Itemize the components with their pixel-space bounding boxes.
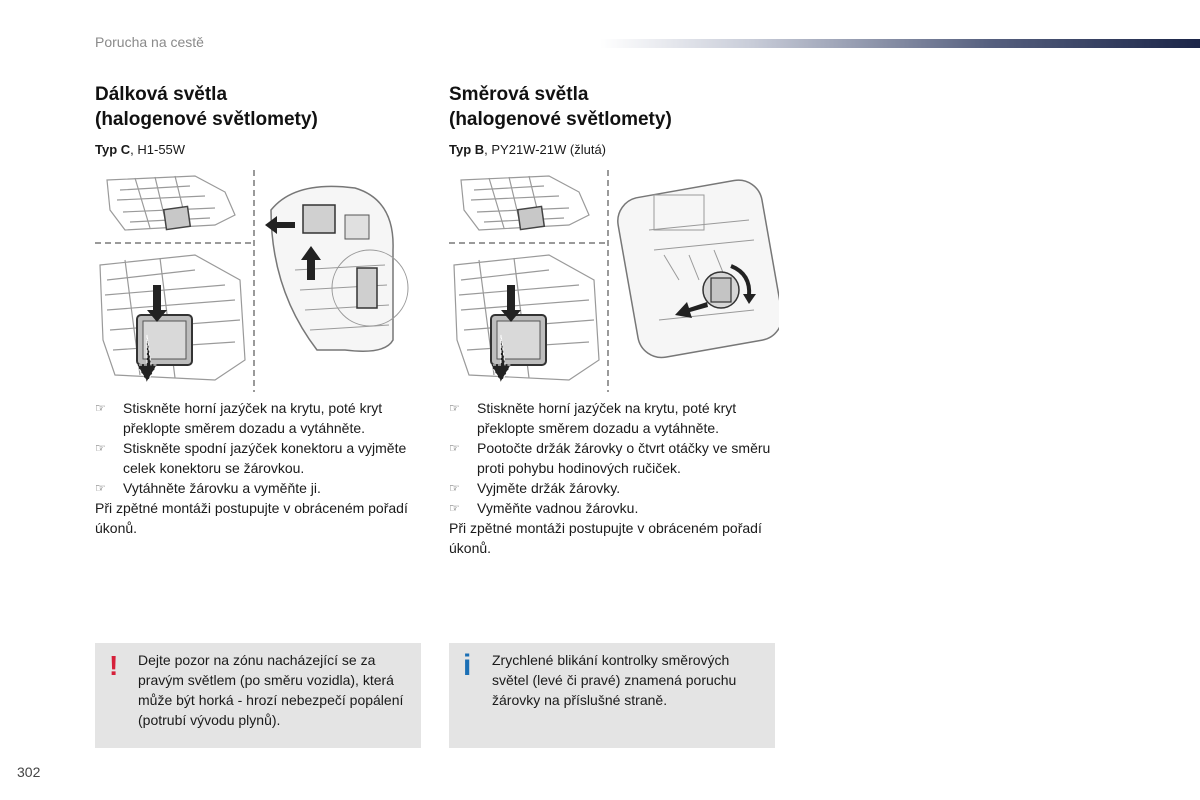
right-type-label: Typ B (449, 142, 485, 157)
left-headlamp-illustration (95, 170, 425, 392)
header-section-title: Porucha na cestě (95, 34, 204, 50)
page-number: 302 (17, 764, 41, 780)
pointing-hand-icon: ☞ (449, 441, 460, 455)
left-reassembly-note: Při zpětné montáži postupujte v obráceném pořadí úkonů. (95, 500, 408, 536)
left-instructions (95, 398, 425, 538)
pointing-hand-icon: ☞ (95, 401, 106, 415)
pointing-hand-icon: ☞ (449, 501, 460, 515)
right-step-1-text: Stiskněte horní jazýček na krytu, poté kryt překlopte směrem dozadu a vytáhněte. (477, 400, 737, 436)
right-step-2-text: Pootočte držák žárovky o čtvrt otáčky ve směru proti pohybu hodinových ručiček. (477, 440, 771, 476)
right-step-4-text: Vyměňte vadnou žárovku. (477, 500, 639, 516)
left-section-title (95, 82, 425, 132)
warning-text: Dejte pozor na zónu nacházející se za pravým světlem (po směru vozidla), která může být horká - hrozí nebezpečí popálení (potrubí vývodu plynů). (138, 652, 404, 728)
left-title-line1: Dálková světla (95, 84, 228, 105)
info-box (449, 643, 775, 748)
left-step-3-text: Vytáhněte žárovku a vyměňte ji. (123, 480, 321, 496)
pointing-hand-icon: ☞ (95, 441, 106, 455)
right-title-line2: (halogenové světlomety) (449, 109, 672, 130)
info-icon: i (463, 649, 472, 682)
pointing-hand-icon: ☞ (95, 481, 106, 495)
info-text: Zrychlené blikání kontrolky směrových světel (levé či pravé) znamená poruchu žárovky na příslušné straně. (492, 652, 737, 708)
right-step-4 (449, 498, 779, 518)
warning-box (95, 643, 421, 748)
right-headlamp-illustration (449, 170, 779, 392)
left-type-value: , H1-55W (130, 142, 186, 157)
pointing-hand-icon: ☞ (449, 481, 460, 495)
left-section (95, 82, 425, 158)
right-step-3-text: Vyjměte držák žárovky. (477, 480, 621, 496)
left-step-2 (95, 438, 425, 478)
right-step-1 (449, 398, 779, 438)
warning-exclamation-icon: ! (109, 650, 119, 681)
right-reassembly-note: Při zpětné montáži postupujte v obráceném pořadí úkonů. (449, 520, 762, 556)
right-instructions (449, 398, 779, 558)
pointing-hand-icon: ☞ (449, 401, 460, 415)
right-bulb-type (449, 142, 779, 158)
left-step-2-text: Stiskněte spodní jazýček konektoru a vyjměte celek konektoru se žárovkou. (123, 440, 407, 476)
left-step-3 (95, 478, 425, 498)
left-step-1-text: Stiskněte horní jazýček na krytu, poté kryt překlopte směrem dozadu a vytáhněte. (123, 400, 383, 436)
right-section-title (449, 82, 779, 132)
right-title-line1: Směrová světla (449, 84, 589, 105)
right-section (449, 82, 779, 158)
left-step-1 (95, 398, 425, 438)
header-accent-bar (600, 39, 1200, 48)
left-type-label: Typ C (95, 142, 131, 157)
left-bulb-type (95, 142, 425, 158)
right-step-2 (449, 438, 779, 478)
left-title-line2: (halogenové světlomety) (95, 109, 318, 130)
right-step-3 (449, 478, 779, 498)
right-type-value: , PY21W-21W (žlutá) (484, 142, 607, 157)
